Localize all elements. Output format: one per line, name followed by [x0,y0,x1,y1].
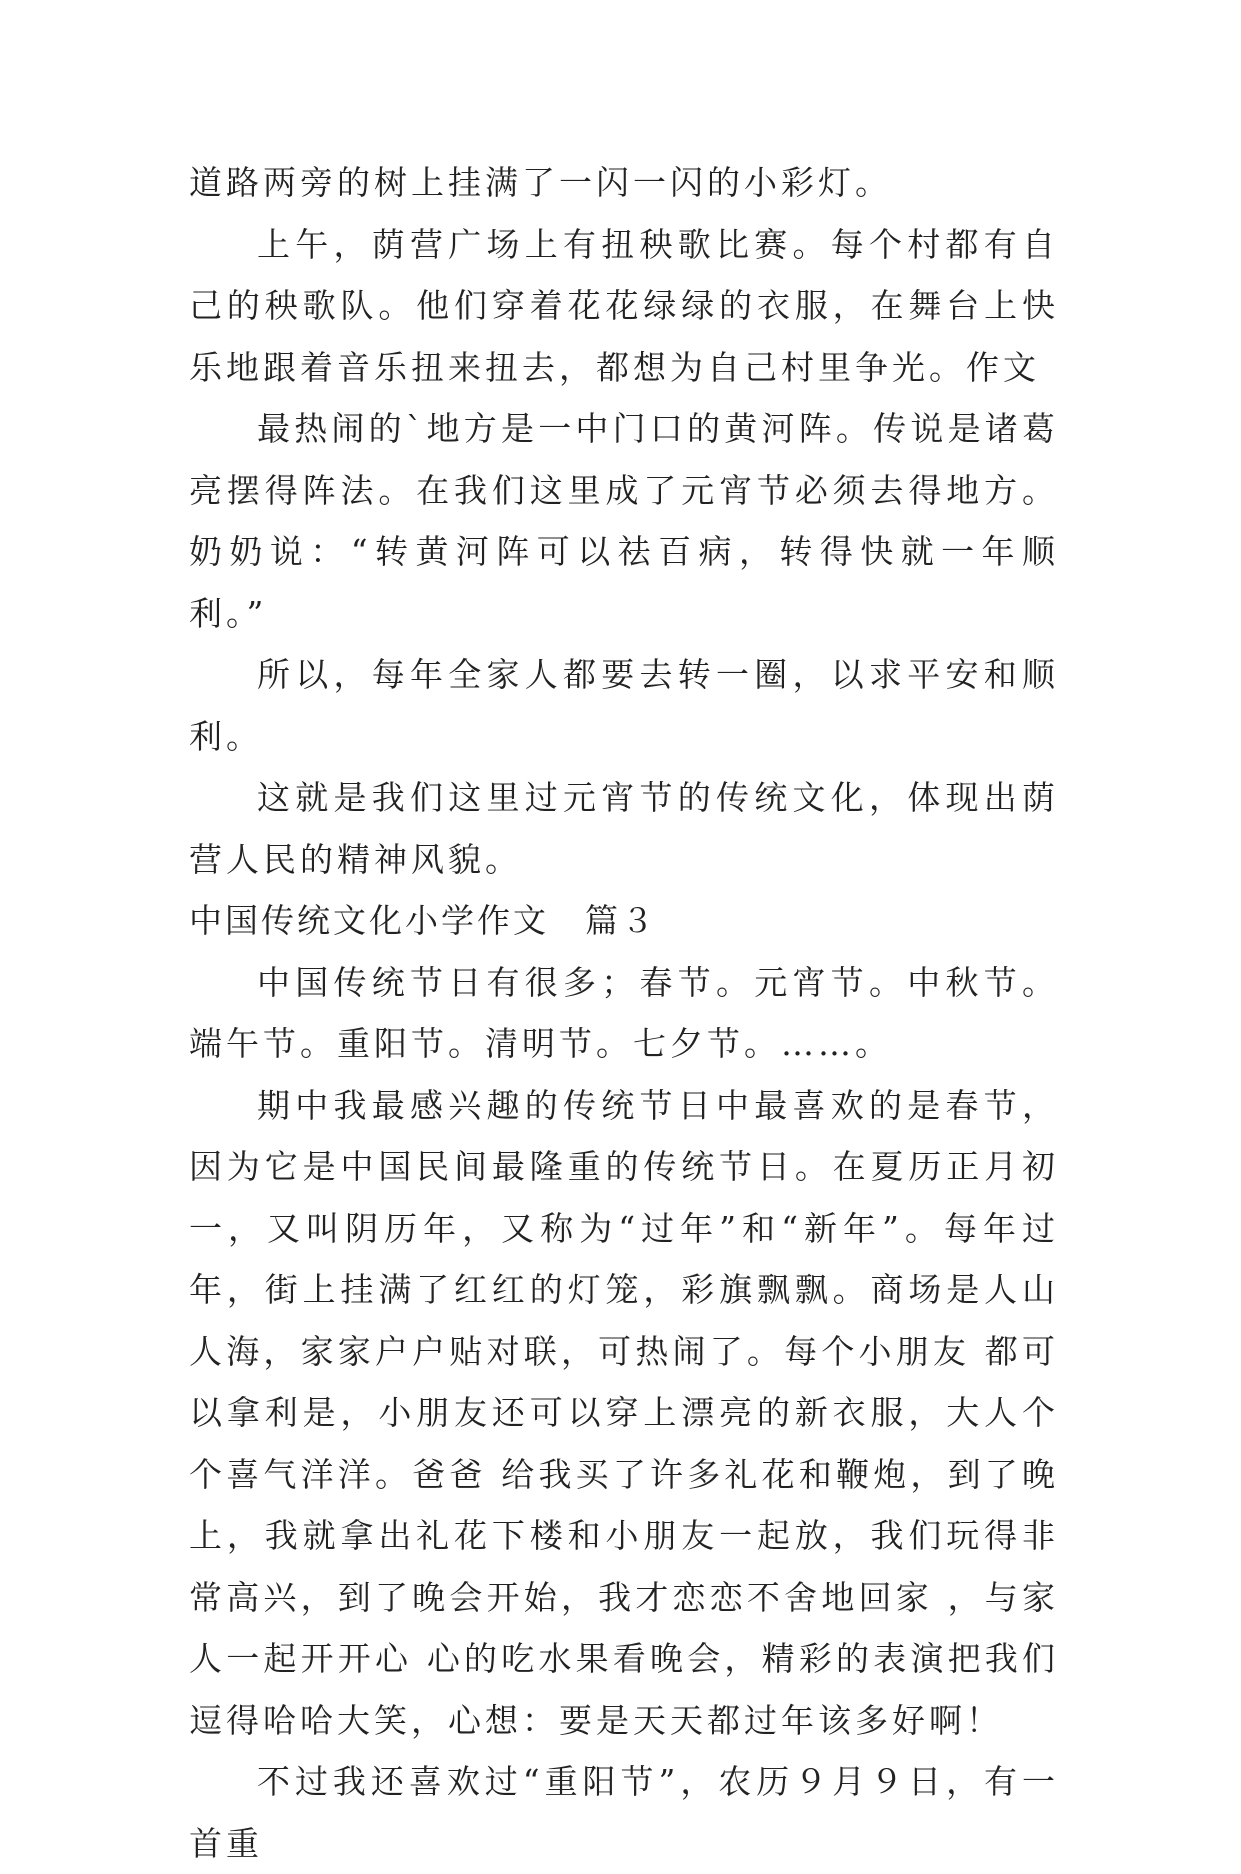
paragraph: 最热闹的`地方是一中门口的黄河阵。传说是诸葛亮摆得阵法。在我们这里成了元宵节必须去得地方。奶奶说：“转黄河阵可以祛百病，转得快就一年顺利。” [189,409,1059,633]
paragraph: 不过我还喜欢过“重阳节”，农历９月９日，有一首重 [189,1762,1059,1863]
paragraph: 中国传统节日有很多；春节。元宵节。中秋节。端午节。重阳节。清明节。七夕节。……。 [189,962,1059,1063]
paragraph: 这就是我们这里过元宵节的传统文化，体现出荫营人民的精神风貌。 [189,778,1059,879]
section-title: 中国传统文化小学作文 篇３ [189,901,657,940]
paragraph: 所以，每年全家人都要去转一圈，以求平安和顺利。 [189,655,1059,756]
paragraph: 道路两旁的树上挂满了一闪一闪的小彩灯。 [189,163,892,202]
paragraph: 期中我最感兴趣的传统节日中最喜欢的是春节，因为它是中国民间最隆重的传统节日。在夏历正月初一，又叫阴历年，又称为“过年”和“新年”。每年过年，街上挂满了红红的灯笼，彩旗飘飘。商场是人山人海，家家户户贴对联，可热闹了。每个小朋友 都可以拿利是，小朋友还可以穿上漂亮的新衣服，大人个个喜气洋洋。爸爸 给我买了许多礼花和鞭炮，到了晚上，我就拿出礼花下楼和小朋友一起放，我们玩得非常高兴，到了晚会开始，我才恋恋不舍地回家 ，与家人一起开开心 心的吃水果看晚会，精彩的表演把我们逗得哈哈大笑，心想：要是天天都过年该多好啊！ [189,1085,1059,1740]
document-body [189,152,1059,1874]
paragraph: 上午，荫营广场上有扭秧歌比赛。每个村都有自己的秧歌队。他们穿着花花绿绿的衣服，在舞台上快乐地跟着音乐扭来扭去，都想为自己村里争光。作文 [189,224,1059,387]
